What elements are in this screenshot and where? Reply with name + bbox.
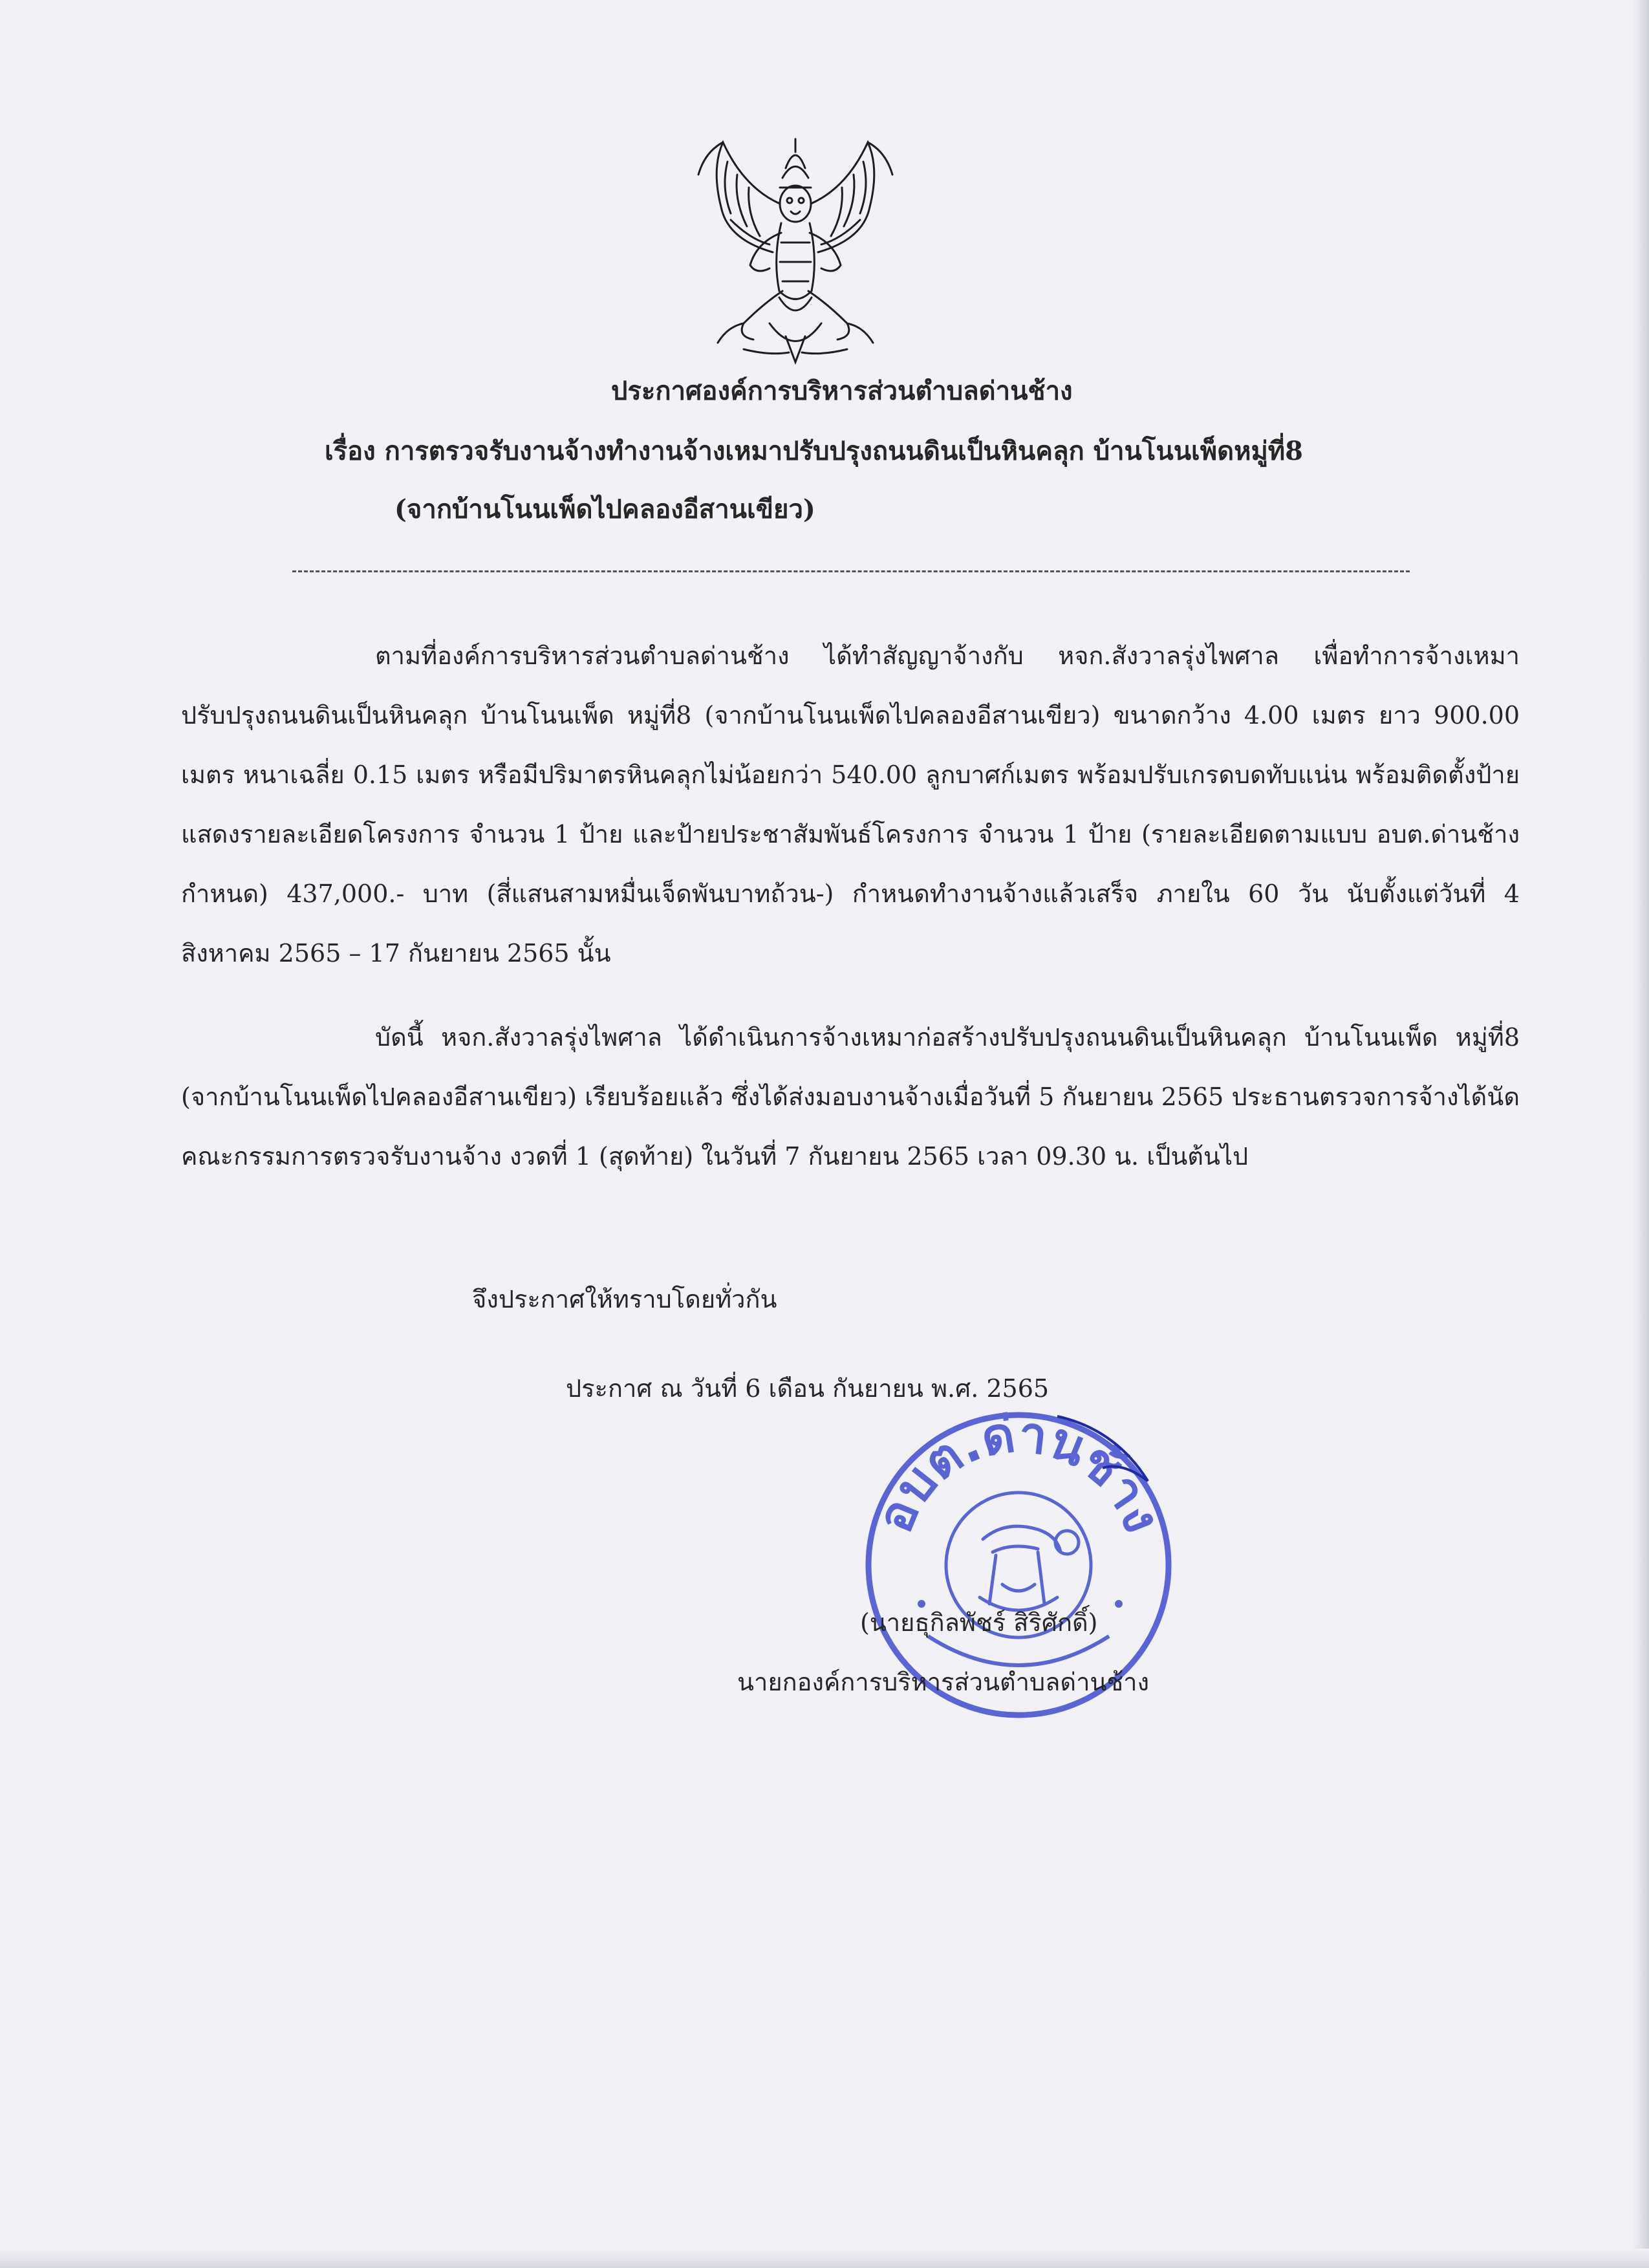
body-paragraph-1: ตามที่องค์การบริหารส่วนตำบลด่านช้าง ได้ทำสัญญาจ้างกับ หจก.สังวาลรุ่งไพศาล เพื่อทำการจ้างเหมาปรับปรุงถนนดินเป็นหินคลุก บ้านโนนเพ็ด หมู่ที่8 (จากบ้านโนนเพ็ดไปคลองอีสานเขียว) ขนาดกว้าง 4.00 เมตร ยาว 900.00 เมตร หนาเฉลี่ย 0.15 เมตร หรือมีปริมาตรหินคลุกไม่น้อยกว่า 540.00 ลูกบาศก์เมตร พร้อมปรับเกรดบดทับแน่น พร้อมติดตั้งป้ายแสดงรายละเอียดโครงการ จำนวน 1 ป้าย และป้ายประชาสัมพันธ์โครงการ จำนวน 1 ป้าย (รายละเอียดตามแบบ อบต.ด่านช้างกำหนด) 437,000.- บาท (สี่แสนสามหมื่นเจ็ดพันบาทถ้วน-) กำหนดทำงานจ้างแล้วเสร็จ ภายใน 60 วัน นับตั้งแต่วันที่ 4 สิงหาคม 2565 – 17 กันยายน 2565 นั้น — [181, 642, 1520, 967]
subject-line: เรื่อง การตรวจรับงานจ้างทำงานจ้างเหมาปรับปรุงถนนดินเป็นหินคลุก บ้านโนนเพ็ดหมู่ที่8 — [325, 436, 1304, 466]
dashed-separator — [292, 570, 1410, 572]
signer-name: (นายธุกิลพัชร์ สิริศักดิ์) — [860, 1608, 1098, 1637]
page-edge-shadow — [1632, 0, 1649, 2268]
date-line: ประกาศ ณ วันที่ 6 เดือน กันยายน พ.ศ. 2565 — [566, 1374, 1050, 1403]
page-title: ประกาศองค์การบริหารส่วนตำบลด่านช้าง — [611, 376, 1073, 406]
body-paragraph-2: บัดนี้ หจก.สังวาลรุ่งไพศาล ได้ดำเนินการจ้างเหมาก่อสร้างปรับปรุงถนนดินเป็นหินคลุก บ้านโนนเพ็ด หมู่ที่8 (จากบ้านโนนเพ็ดไปคลองอีสานเขียว) เรียบร้อยแล้ว ซึ่งได้ส่งมอบงานจ้างเมื่อวันที่ 5 กันยายน 2565 ประธานตรวจการจ้างได้นัดคณะกรรมการตรวจรับงานจ้าง งวดที่ 1 (สุดท้าย) ในวันที่ 7 กันยายน 2565 เวลา 09.30 น. เป็นต้นไป — [181, 1023, 1520, 1171]
page-edge-bottom — [0, 2249, 1649, 2268]
garuda-emblem-icon — [666, 129, 925, 375]
stamp-text: อบต.ด่านช้าง — [865, 1405, 1172, 1541]
signer-position: นายกองค์การบริหารส่วนตำบลด่านช้าง — [737, 1668, 1150, 1696]
subject-continuation: (จากบ้านโนนเพ็ดไปคลองอีสานเขียว) — [394, 494, 815, 524]
announcement-line: จึงประกาศให้ทราบโดยทั่วกัน — [472, 1285, 777, 1313]
svg-text:อบต.ด่านช้าง — [866, 1405, 1172, 1540]
